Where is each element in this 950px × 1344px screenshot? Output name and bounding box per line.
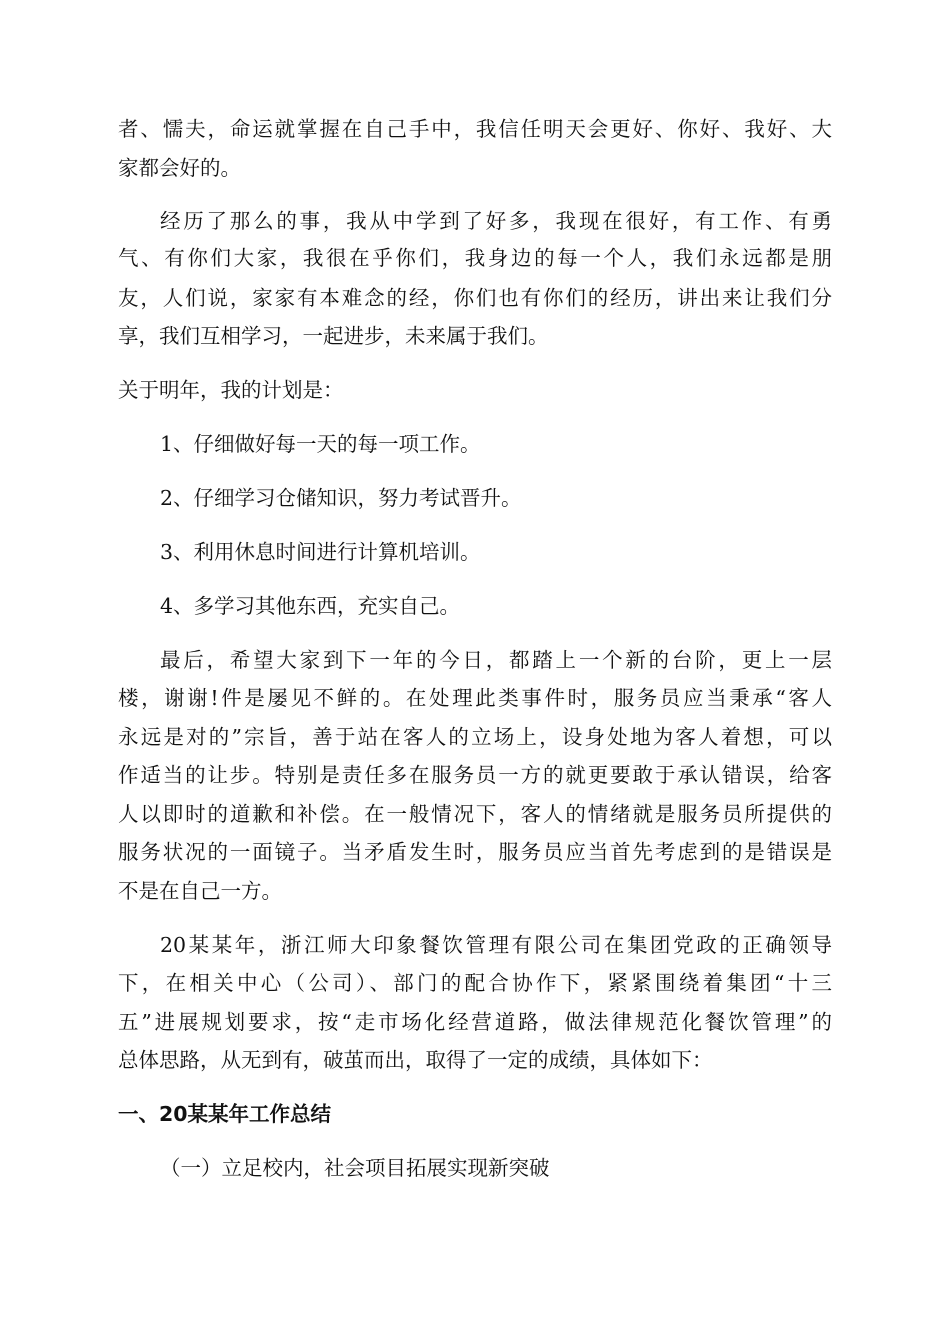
plan-item: 4、多学习其他东西，充实自己。	[160, 594, 461, 618]
plan-item: 3、利用休息时间进行计算机培训。	[160, 540, 481, 564]
subsection-heading: （一）立足校内，社会项目拓展实现新突破	[160, 1156, 550, 1180]
paragraph-line: 永远是对的”宗旨，善于站在客人的立场上，设身处地为客人着想，可以	[118, 725, 832, 749]
paragraph-line: 人以即时的道歉和补偿。在一般情况下，客人的情绪就是服务员所提供的	[118, 802, 832, 826]
paragraph-line: 五”进展规划要求，按“走市场化经营道路，做法律规范化餐饮管理”的	[118, 1010, 832, 1034]
plan-item: 1、仔细做好每一天的每一项工作。	[160, 432, 481, 456]
paragraph-line: 者、懦夫，命运就掌握在自己手中，我信任明天会更好、你好、我好、大	[118, 117, 832, 141]
paragraph-line: 经历了那么的事，我从中学到了好多，我现在很好，有工作、有勇	[160, 209, 832, 233]
paragraph-line: 楼，谢谢!件是屡见不鲜的。在处理此类事件时，服务员应当秉承“客人	[118, 686, 832, 710]
paragraph-line: 作适当的让步。特别是责任多在服务员一方的就更要敢于承认错误，给客	[118, 763, 832, 787]
paragraph-line: 享，我们互相学习，一起进步，未来属于我们。	[118, 324, 549, 348]
paragraph-line: 最后，希望大家到下一年的今日，都踏上一个新的台阶，更上一层	[160, 648, 832, 672]
paragraph-line: 不是在自己一方。	[118, 879, 282, 903]
paragraph-line: 总体思路，从无到有，破茧而出，取得了一定的成绩，具体如下：	[118, 1048, 713, 1072]
paragraph-line: 气、有你们大家，我很在乎你们，我身边的每一个人，我们永远都是朋	[118, 246, 832, 270]
section-heading: 一、20某某年工作总结	[118, 1102, 332, 1126]
paragraph-line: 关于明年，我的计划是：	[118, 378, 344, 402]
paragraph-line: 友，人们说，家家有本难念的经，你们也有你们的经历，讲出来让我们分	[118, 286, 832, 310]
paragraph-line: 下，在相关中心（公司）、部门的配合协作下，紧紧围绕着集团“十三	[118, 971, 832, 995]
paragraph-line: 服务状况的一面镜子。当矛盾发生时，服务员应当首先考虑到的是错误是	[118, 840, 832, 864]
paragraph-line: 家都会好的。	[118, 156, 241, 180]
paragraph-line: 20某某年，浙江师大印象餐饮管理有限公司在集团党政的正确领导	[160, 933, 832, 957]
plan-item: 2、仔细学习仓储知识，努力考试晋升。	[160, 486, 522, 510]
